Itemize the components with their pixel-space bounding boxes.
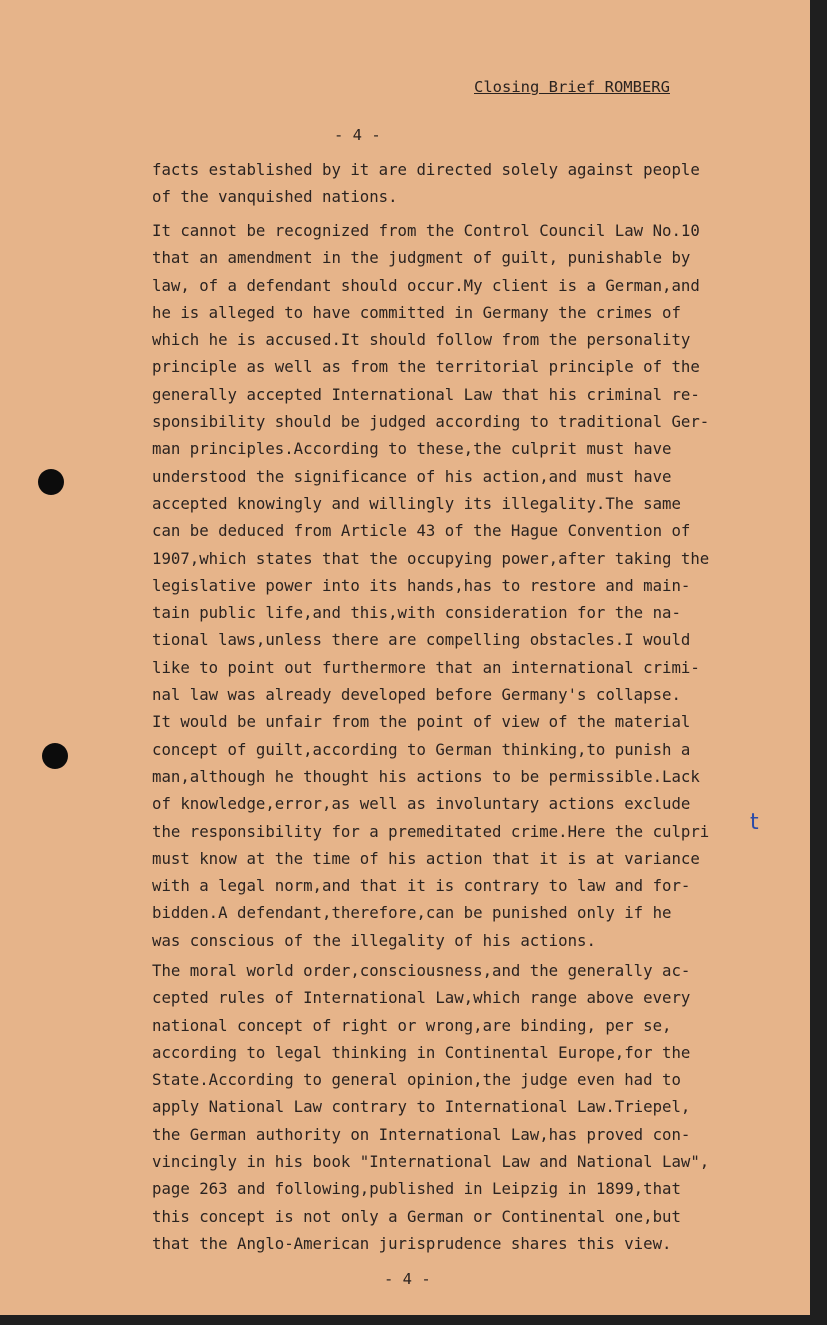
- text-line: can be deduced from Article 43 of the Hague Convention of: [152, 521, 691, 541]
- text-line: which he is accused.It should follow from the personality: [152, 330, 691, 350]
- text-line: man,although he thought his actions to be permissible.Lack: [152, 766, 700, 786]
- text-line: was conscious of the illegality of his actions.: [152, 930, 596, 950]
- text-line: national concept of right or wrong,are binding, per se,: [152, 1015, 672, 1035]
- punch-hole-upper: [38, 469, 64, 495]
- text-line: page 263 and following,published in Leipzig in 1899,that: [152, 1179, 681, 1199]
- paragraph-1: [152, 156, 700, 211]
- text-line: with a legal norm,and that it is contrary to law and for-: [152, 876, 691, 896]
- text-line: the responsibility for a premeditated crime.Here the culpri: [152, 821, 710, 841]
- text-line: this concept is not only a German or Continental one,but: [152, 1206, 681, 1226]
- text-line: the German authority on International Law,has proved con-: [152, 1124, 691, 1144]
- text-line: It would be unfair from the point of view of the material: [152, 712, 691, 732]
- text-line: tain public life,and this,with consideration for the na-: [152, 603, 681, 623]
- text-line: according to legal thinking in Continental Europe,for the: [152, 1042, 691, 1062]
- text-line: apply National Law contrary to International Law.Triepel,: [152, 1097, 691, 1117]
- scan-edge-bottom: [0, 1315, 827, 1325]
- text-line: like to point out furthermore that an international crimi-: [152, 657, 700, 677]
- text-line: cepted rules of International Law,which range above every: [152, 988, 691, 1008]
- text-line: of knowledge,error,as well as involuntary actions exclude: [152, 794, 691, 814]
- page-number-bottom: - 4 -: [384, 1270, 431, 1288]
- scan-edge-right: [810, 0, 827, 1325]
- text-line: The moral world order,consciousness,and the generally ac-: [152, 961, 691, 980]
- text-line: law, of a defendant should occur.My client is a German,and: [152, 275, 700, 295]
- text-line: State.According to general opinion,the judge even had to: [152, 1070, 681, 1090]
- text-line: of the vanquished nations.: [152, 187, 398, 207]
- handwritten-correction: t: [750, 810, 759, 835]
- text-line: generally accepted International Law that his criminal re-: [152, 384, 700, 404]
- text-line: that the Anglo-American jurisprudence shares this view.: [152, 1233, 672, 1253]
- punch-hole-lower: [42, 743, 68, 769]
- text-line: that an amendment in the judgment of guilt, punishable by: [152, 248, 691, 268]
- document-header: Closing Brief ROMBERG: [474, 78, 670, 96]
- text-line: man principles.According to these,the culprit must have: [152, 439, 672, 459]
- text-line: vincingly in his book "International Law and National Law",: [152, 1152, 710, 1172]
- text-line: must know at the time of his action that it is at variance: [152, 848, 700, 868]
- text-line: legislative power into its hands,has to restore and main-: [152, 575, 691, 595]
- paragraph-2: [152, 217, 709, 954]
- page-number-top: - 4 -: [334, 126, 381, 144]
- text-line: 1907,which states that the occupying power,after taking the: [152, 548, 710, 568]
- paragraph-3: [152, 957, 709, 1257]
- text-line: facts established by it are directed solely against people: [152, 160, 700, 179]
- text-line: It cannot be recognized from the Control Council Law No.10: [152, 221, 700, 240]
- text-line: bidden.A defendant,therefore,can be punished only if he: [152, 903, 672, 923]
- text-line: tional laws,unless there are compelling obstacles.I would: [152, 630, 691, 650]
- text-line: accepted knowingly and willingly its illegality.The same: [152, 493, 681, 513]
- text-line: principle as well as from the territorial principle of the: [152, 357, 700, 377]
- text-line: concept of guilt,according to German thinking,to punish a: [152, 739, 691, 759]
- text-line: nal law was already developed before Germany's collapse.: [152, 685, 681, 705]
- text-line: sponsibility should be judged according to traditional Ger-: [152, 412, 710, 432]
- text-line: he is alleged to have committed in Germany the crimes of: [152, 302, 681, 322]
- text-line: understood the significance of his action,and must have: [152, 466, 672, 486]
